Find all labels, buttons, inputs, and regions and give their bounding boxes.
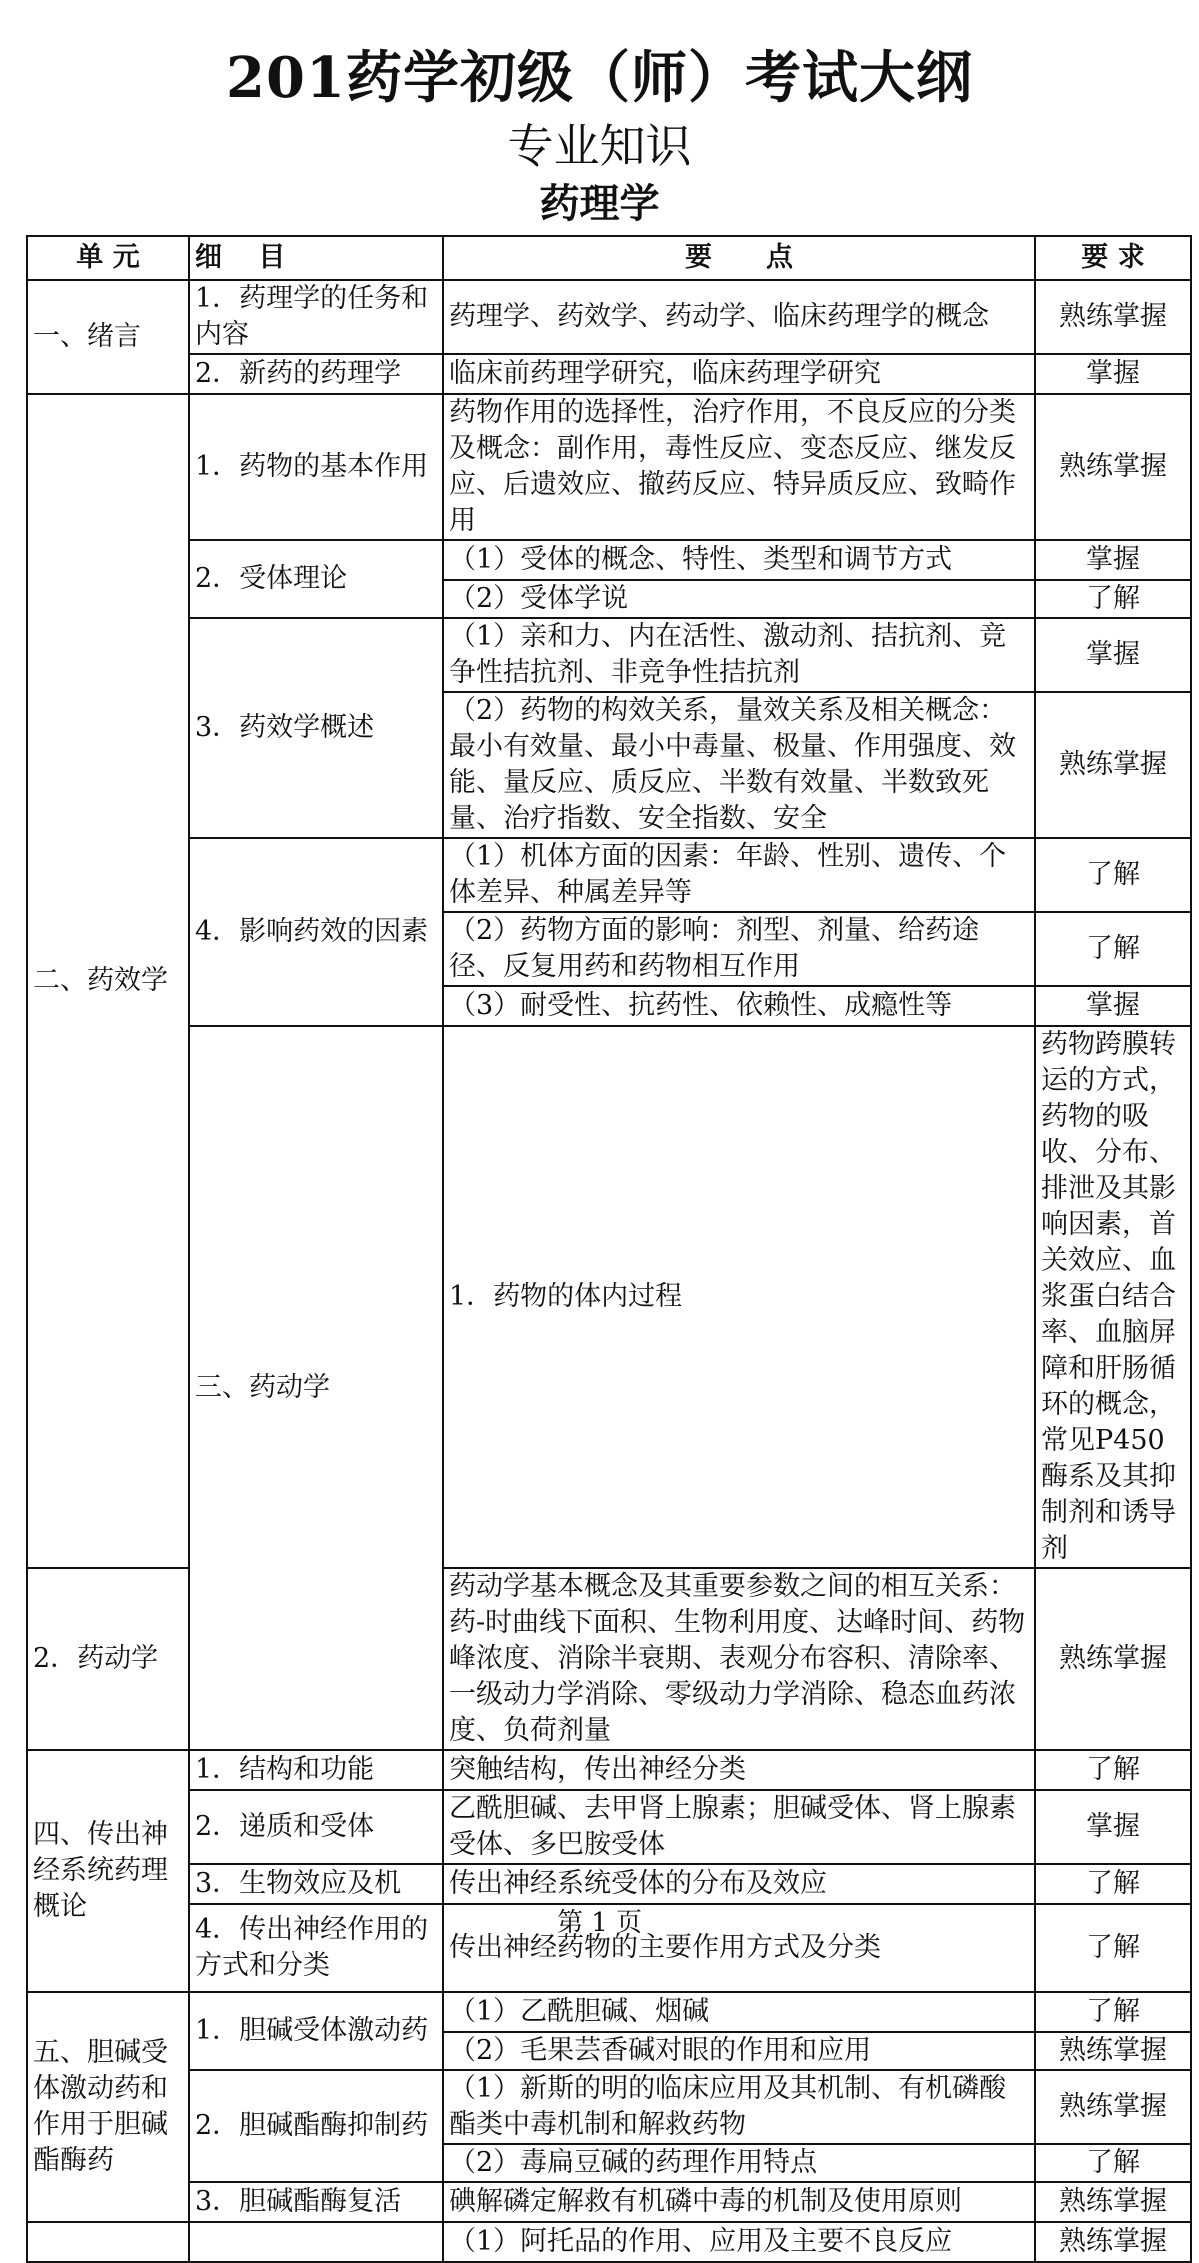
table-row (27, 280, 1191, 354)
unit-cell: 四、传出神经系统药理概论 (27, 1750, 189, 1992)
point-cell: （2）毛果芸香碱对眼的作用和应用 (443, 2032, 1035, 2070)
requirement-cell: 了解 (1035, 580, 1191, 618)
unit-cell (27, 2222, 189, 2262)
table-row (27, 1750, 1191, 1790)
table-row (27, 1026, 1191, 1568)
column-header-point: 要 点 (443, 236, 1035, 280)
section-title: 药理学 (539, 180, 660, 227)
requirement-cell: 了解 (1035, 912, 1191, 986)
table-row (27, 618, 1191, 692)
unit-cell: 五、胆碱受体激动药和作用于胆碱酯酶药 (27, 1992, 189, 2222)
requirement-cell: 掌握 (1035, 354, 1191, 394)
point-cell: （1）受体的概念、特性、类型和调节方式 (443, 540, 1035, 580)
item-cell: 3．药效学概述 (189, 618, 443, 838)
item-cell: 1．药物的基本作用 (189, 394, 443, 540)
point-cell: （1）乙酰胆碱、烟碱 (443, 1992, 1035, 2032)
table-row (27, 354, 1191, 394)
requirement-cell: 了解 (1035, 2144, 1191, 2182)
requirement-cell: 熟练掌握 (1035, 2182, 1191, 2222)
requirement-cell: 了解 (1035, 838, 1191, 912)
point-cell: （2）毒扁豆碱的药理作用特点 (443, 2144, 1035, 2182)
table-body (27, 280, 1191, 2262)
point-cell: 临床前药理学研究，临床药理学研究 (443, 354, 1035, 394)
item-cell: 1．结构和功能 (189, 1750, 443, 1790)
requirement-cell: 掌握 (1035, 1790, 1191, 1864)
syllabus-table (26, 235, 1192, 2263)
table-row (27, 2182, 1191, 2222)
requirement-cell: 熟练掌握 (1035, 692, 1191, 838)
point-cell: 碘解磷定解救有机磷中毒的机制及使用原则 (443, 2182, 1035, 2222)
requirement-cell: 熟练掌握 (1035, 2070, 1191, 2144)
requirement-cell: 熟练掌握 (1035, 1568, 1191, 1750)
requirement-cell: 了解 (1035, 1992, 1191, 2032)
item-cell: 2．药动学 (27, 1568, 189, 1750)
table-row (27, 394, 1191, 540)
item-cell: 4．传出神经作用的方式和分类 (189, 1904, 443, 1992)
page-footer: 第 1 页 (556, 1908, 643, 1938)
item-cell: 2．递质和受体 (189, 1790, 443, 1864)
point-cell: （1）新斯的明的临床应用及其机制、有机磷酸酯类中毒机制和解救药物 (443, 2070, 1035, 2144)
item-cell (189, 2222, 443, 2262)
point-cell: 突触结构，传出神经分类 (443, 1750, 1035, 1790)
point-cell: 药动学基本概念及其重要参数之间的相互关系：药-时曲线下面积、生物利用度、达峰时间、药物峰浓度、消除半衰期、表观分布容积、清除率、一级动力学消除、零级动力学消除、稳态血药浓度、负荷剂量 (443, 1568, 1035, 1750)
table-header-row (27, 236, 1191, 280)
requirement-cell: 熟练掌握 (1035, 2032, 1191, 2070)
item-cell: 3．胆碱酯酶复活 (189, 2182, 443, 2222)
requirement-cell: 熟练掌握 (1035, 394, 1191, 540)
table-row (27, 540, 1191, 580)
item-cell: 1．药物的体内过程 (443, 1026, 1035, 1568)
table-row (27, 1864, 1191, 1904)
point-cell: （2）受体学说 (443, 580, 1035, 618)
requirement-cell: 熟练掌握 (1035, 280, 1191, 354)
point-cell: 药物跨膜转运的方式，药物的吸收、分布、排泄及其影响因素，首关效应、血浆蛋白结合率、血脑屏障和肝肠循环的概念，常见P450酶系及其抑制剂和诱导剂 (1035, 1026, 1191, 1568)
point-cell: （2）药物方面的影响：剂型、剂量、给药途径、反复用药和药物相互作用 (443, 912, 1035, 986)
column-header-item: 细 目 (189, 236, 443, 280)
point-cell: 药物作用的选择性，治疗作用，不良反应的分类及概念：副作用，毒性反应、变态反应、继发反应、后遗效应、撤药反应、特异质反应、致畸作用 (443, 394, 1035, 540)
table-row (27, 2222, 1191, 2262)
point-cell: 药理学、药效学、药动学、临床药理学的概念 (443, 280, 1035, 354)
point-cell: （1）亲和力、内在活性、激动剂、拮抗剂、竞争性拮抗剂、非竞争性拮抗剂 (443, 618, 1035, 692)
column-header-unit: 单 元 (27, 236, 189, 280)
unit-cell: 二、药效学 (27, 394, 189, 1568)
unit-cell: 一、绪言 (27, 280, 189, 394)
point-cell: 传出神经系统受体的分布及效应 (443, 1864, 1035, 1904)
item-cell: 2．受体理论 (189, 540, 443, 618)
item-cell: 3．生物效应及机 (189, 1864, 443, 1904)
requirement-cell: 掌握 (1035, 540, 1191, 580)
point-cell: 乙酰胆碱、去甲肾上腺素；胆碱受体、肾上腺素受体、多巴胺受体 (443, 1790, 1035, 1864)
item-cell: 4．影响药效的因素 (189, 838, 443, 1026)
document-title: 201药学初级（师）考试大纲 (226, 45, 973, 111)
requirement-cell: 掌握 (1035, 986, 1191, 1026)
requirement-cell: 熟练掌握 (1035, 2222, 1191, 2262)
document-subtitle: 专业知识 (507, 119, 692, 173)
requirement-cell: 掌握 (1035, 618, 1191, 692)
point-cell: （3）耐受性、抗药性、依赖性、成瘾性等 (443, 986, 1035, 1026)
requirement-cell: 了解 (1035, 1750, 1191, 1790)
column-header-requirement: 要 求 (1035, 236, 1191, 280)
item-cell: 1．药理学的任务和内容 (189, 280, 443, 354)
item-cell: 2．新药的药理学 (189, 354, 443, 394)
table-row (27, 2070, 1191, 2144)
table-row (27, 838, 1191, 912)
requirement-cell: 了解 (1035, 1864, 1191, 1904)
requirement-cell: 了解 (1035, 1904, 1191, 1992)
unit-cell: 三、药动学 (189, 1026, 443, 1750)
point-cell: （1）阿托品的作用、应用及主要不良反应 (443, 2222, 1035, 2262)
table-row (27, 1790, 1191, 1864)
point-cell: （2）药物的构效关系，量效关系及相关概念：最小有效量、最小中毒量、极量、作用强度、效能、量反应、质反应、半数有效量、半数致死量、治疗指数、安全指数、安全 (443, 692, 1035, 838)
table-row (27, 1992, 1191, 2032)
item-cell: 2．胆碱酯酶抑制药 (189, 2070, 443, 2182)
item-cell: 1．胆碱受体激动药 (189, 1992, 443, 2070)
point-cell: （1）机体方面的因素：年龄、性别、遗传、个体差异、种属差异等 (443, 838, 1035, 912)
point-cell: 传出神经药物的主要作用方式及分类 (443, 1904, 1035, 1992)
